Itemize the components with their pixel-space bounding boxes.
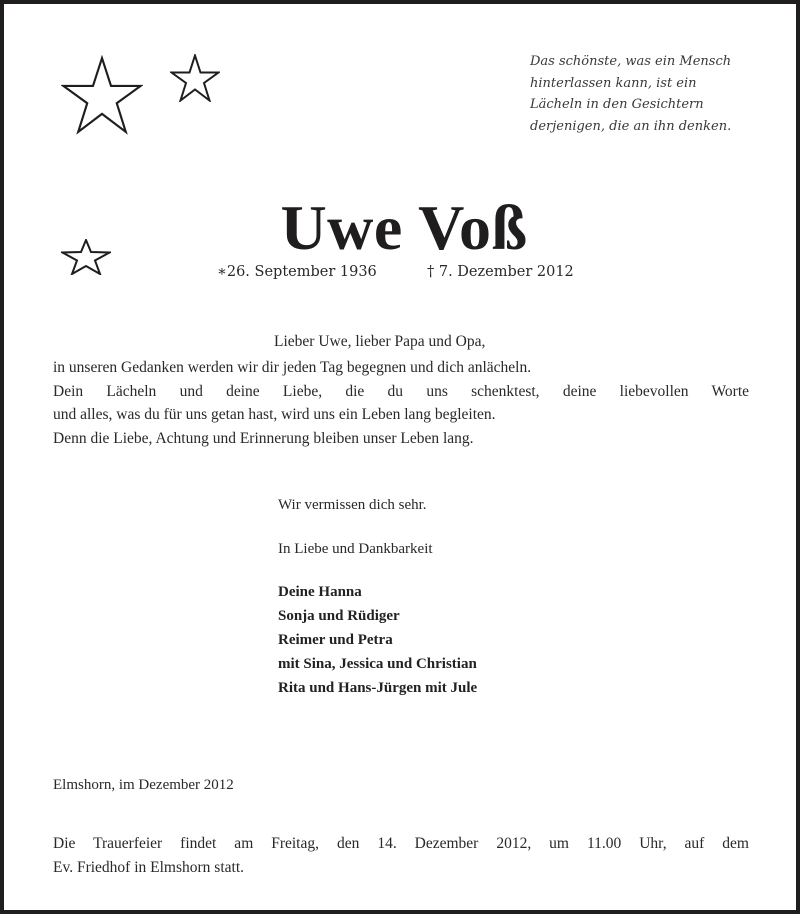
star-small-icon xyxy=(170,54,220,102)
star-large-icon xyxy=(61,55,143,135)
memorial-quote xyxy=(530,51,770,137)
quote-line: Lächeln in den Gesichtern xyxy=(530,97,704,112)
deceased-name: Uwe Voß xyxy=(280,192,528,263)
message-line: Denn die Liebe, Achtung und Erinnerung bleiben unser Leben lang. xyxy=(53,429,474,447)
family-member: Sonja und Rüdiger xyxy=(278,608,400,624)
family-signatures xyxy=(278,580,477,700)
quote-line: derjenigen, die an ihn denken. xyxy=(530,118,732,134)
message-line: in unseren Gedanken werden wir dir jeden Tag begegnen und dich anlächeln. xyxy=(53,359,532,376)
greeting: Lieber Uwe, lieber Papa und Opa, xyxy=(274,333,486,350)
death-date: † 7. Dezember 2012 xyxy=(427,264,574,280)
place-date: Elmshorn, im Dezember 2012 xyxy=(53,777,234,793)
closing-miss: Wir vermissen dich sehr. xyxy=(278,497,427,513)
family-member: Rita und Hans-Jürgen mit Jule xyxy=(278,680,478,696)
birth-date: ∗26. September 1936 xyxy=(217,264,377,280)
quote-line: Das schönste, was ein Mensch xyxy=(530,54,732,69)
funeral-info xyxy=(53,832,749,879)
closing-love: In Liebe und Dankbarkeit xyxy=(278,541,433,557)
funeral-line: Ev. Friedhof in Elmshorn statt. xyxy=(53,858,245,876)
message-line: und alles, was du für uns getan hast, wird uns ein Leben lang begleiten. xyxy=(53,406,496,423)
quote-line: hinterlassen kann, ist ein xyxy=(530,75,697,91)
family-member: Deine Hanna xyxy=(278,584,362,600)
funeral-line: Die Trauerfeier findet am Freitag, den 14. Dezember 2012, um 11.00 Uhr, auf dem xyxy=(53,835,749,852)
message-paragraph xyxy=(53,356,749,450)
family-member: mit Sina, Jessica und Christian xyxy=(278,656,477,672)
message-line: Dein Lächeln und deine Liebe, die du uns schenktest, deine liebevollen Worte xyxy=(53,382,749,400)
family-member: Reimer und Petra xyxy=(278,632,393,648)
